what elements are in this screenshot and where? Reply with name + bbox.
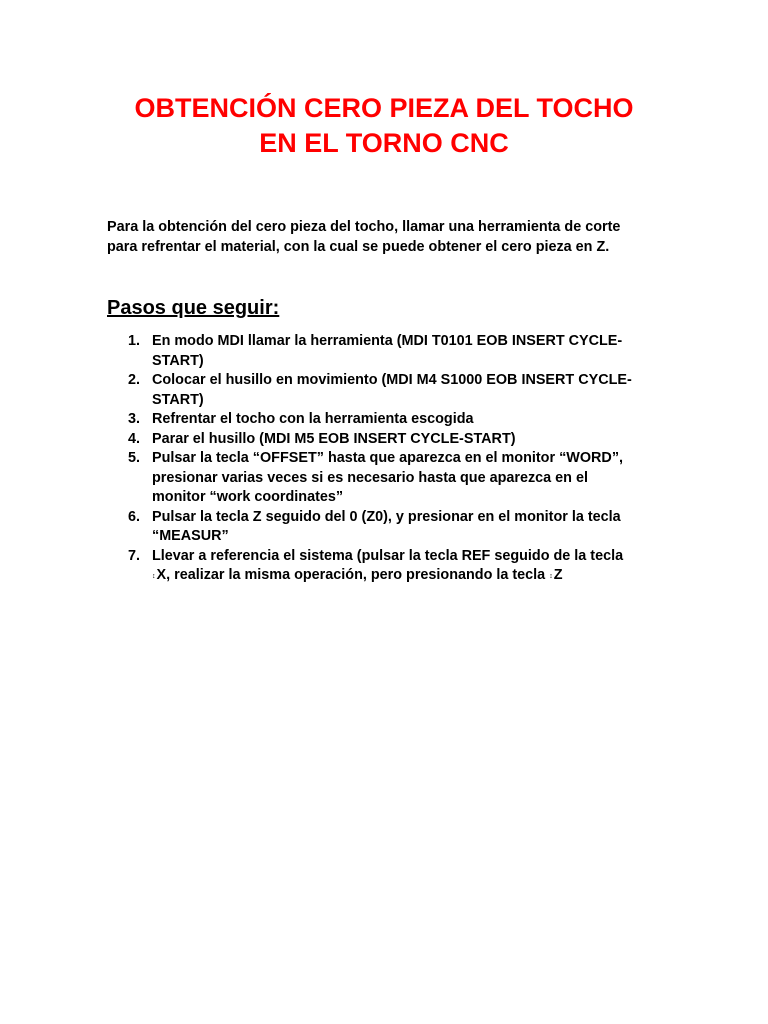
steps-list — [0, 332, 768, 587]
step-number: 7. — [128, 547, 141, 564]
step-text-continued — [152, 566, 768, 587]
intro-line-2: para refrentar el material, con la cual se puede obtener el cero pieza en Z. — [107, 238, 610, 255]
title-line-2: EN EL TORNO CNC — [259, 128, 509, 158]
step-text: “MEASUR” — [152, 528, 229, 544]
section-heading: Pasos que seguir: — [107, 297, 280, 319]
title-line-1: OBTENCIÓN CERO PIEZA DEL TOCHO — [134, 93, 634, 123]
step-text-segment: Z — [553, 567, 563, 583]
step-number: 2. — [128, 372, 141, 388]
step-item-4 — [0, 430, 768, 450]
step-number: 3. — [128, 411, 141, 427]
step-text: START) — [152, 352, 204, 369]
arrow-icon: ↕ — [549, 573, 553, 580]
step-text: presionar varias veces si es necesario hasta que aparezca en el — [152, 469, 588, 486]
step-text: Parar el husillo (MDI M5 EOB INSERT CYCLE-START) — [152, 430, 516, 447]
step-item-5 — [0, 449, 768, 508]
step-number: 1. — [128, 333, 141, 349]
step-number: 6. — [128, 508, 141, 525]
step-item-2 — [0, 371, 768, 410]
intro-paragraph — [107, 218, 667, 257]
step-item-3 — [0, 410, 768, 430]
step-item-1 — [0, 332, 768, 371]
step-text: monitor “work coordinates” — [152, 489, 344, 505]
step-number: 4. — [128, 430, 141, 447]
step-text: Refrentar el tocho con la herramienta escogida — [152, 411, 474, 427]
step-text-segment: X, realizar la misma operación, pero presionando la tecla — [156, 567, 550, 583]
intro-line-1: Para la obtención del cero pieza del tocho, llamar una herramienta de corte — [107, 219, 621, 235]
step-number: 5. — [128, 450, 141, 466]
arrow-icon: ↕ — [152, 573, 156, 580]
step-text: Pulsar la tecla “OFFSET” hasta que aparezca en el monitor “WORD”, — [152, 450, 624, 466]
step-text: Llevar a referencia el sistema (pulsar la tecla REF seguido de la tecla — [152, 547, 624, 564]
document-title — [0, 91, 768, 161]
step-text: En modo MDI llamar la herramienta (MDI T0101 EOB INSERT CYCLE- — [152, 333, 623, 349]
step-text: START) — [152, 391, 204, 408]
step-text: Pulsar la tecla Z seguido del 0 (Z0), y presionar en el monitor la tecla — [152, 508, 621, 525]
step-item-6 — [0, 508, 768, 547]
step-text: Colocar el husillo en movimiento (MDI M4 S1000 EOB INSERT CYCLE- — [152, 372, 632, 388]
step-item-7 — [0, 547, 768, 587]
